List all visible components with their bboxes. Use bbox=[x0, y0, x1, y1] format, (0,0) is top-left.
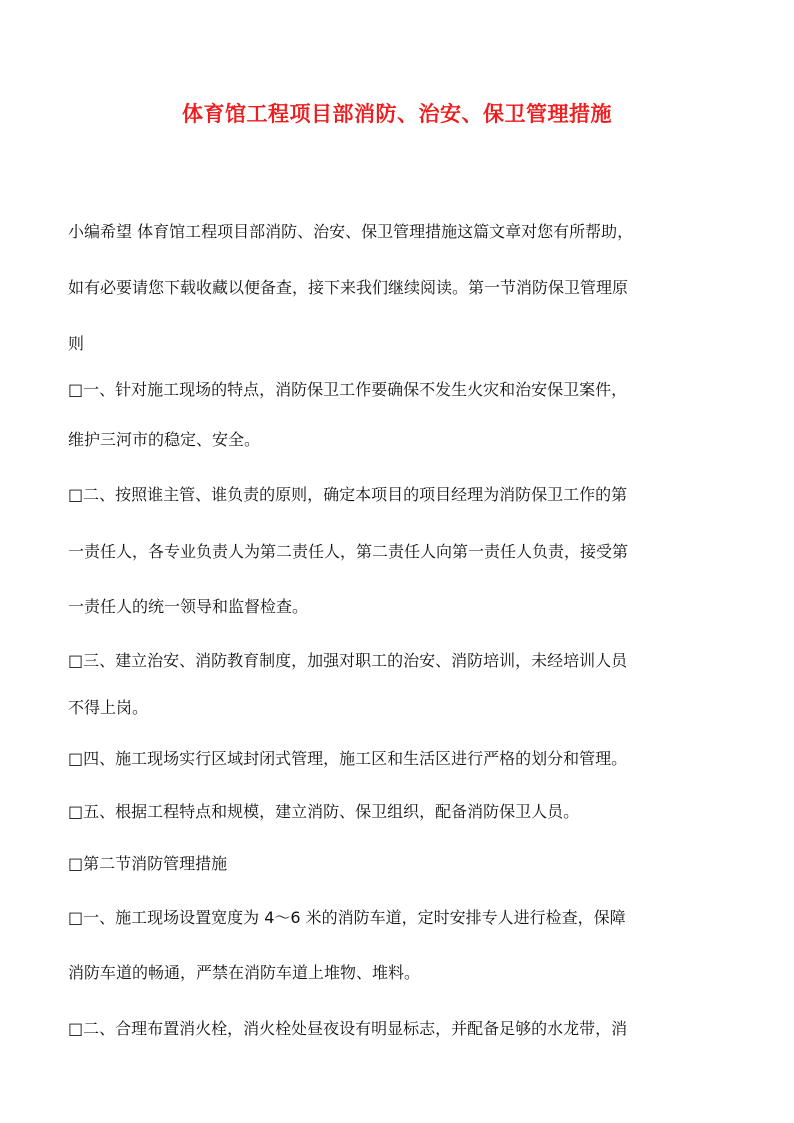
paragraph-line: 维护三河市的稳定、安全。 bbox=[68, 430, 261, 449]
paragraph-line: 不得上岗。 bbox=[68, 698, 149, 717]
paragraph-line: □三、建立治安、消防教育制度，加强对职工的治安、消防培训，未经培训人员 bbox=[68, 651, 628, 670]
document-title: 体育馆工程项目部消防、治安、保卫管理措施 bbox=[182, 102, 612, 126]
paragraph-line: □二、合理布置消火栓，消火栓处昼夜设有明显标志，并配备足够的水龙带，消 bbox=[68, 1019, 628, 1038]
paragraph-line: □二、按照谁主管、谁负责的原则，确定本项目的项目经理为消防保卫工作的第 bbox=[68, 485, 628, 504]
paragraph-line: 小编希望 体育馆工程项目部消防、治安、保卫管理措施这篇文章对您有所帮助， bbox=[68, 222, 634, 241]
paragraph-line: 一责任人的统一领导和监督检查。 bbox=[68, 597, 309, 616]
paragraph-line: □一、施工现场设置宽度为 4～6 米的消防车道，定时安排专人进行检查，保障 bbox=[68, 908, 626, 927]
paragraph-line: 消防车道的畅通，严禁在消防车道上堆物、堆料。 bbox=[68, 963, 421, 982]
paragraph-line: 一责任人，各专业负责人为第二责任人，第二责任人向第一责任人负责，接受第 bbox=[68, 542, 629, 561]
paragraph-line: □第二节消防管理措施 bbox=[68, 854, 228, 873]
paragraph-line: □四、施工现场实行区域封闭式管理，施工区和生活区进行严格的划分和管理。 bbox=[68, 749, 628, 768]
paragraph-line: 则 bbox=[68, 334, 85, 353]
paragraph-line: □五、根据工程特点和规模，建立消防、保卫组织，配备消防保卫人员。 bbox=[68, 802, 580, 821]
paragraph-line: 如有必要请您下载收藏以便备查，接下来我们继续阅读。第一节消防保卫管理原 bbox=[68, 278, 629, 297]
paragraph-line: □一、针对施工现场的特点，消防保卫工作要确保不发生火灾和治安保卫案件， bbox=[68, 380, 628, 399]
